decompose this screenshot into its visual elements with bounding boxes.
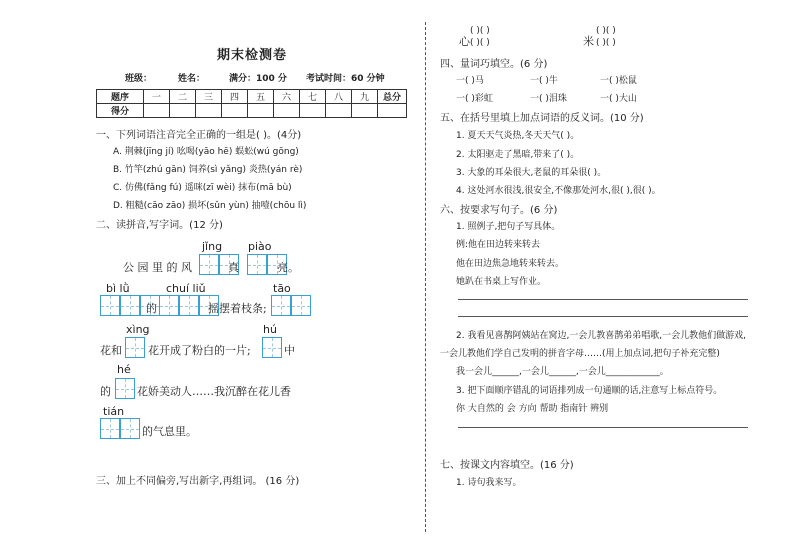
antonym-sentence[interactable]: 4. 这处河水很浅,很安全,不像那处河水,很( ),很( )。: [456, 186, 661, 196]
score-cell[interactable]: [222, 104, 248, 118]
score-cell[interactable]: [300, 104, 326, 118]
measure-word-item[interactable]: 一( )泪珠: [530, 94, 567, 104]
q2-text: 真: [228, 261, 239, 274]
score-input-row: [97, 104, 407, 118]
measure-word-item[interactable]: 一( )大山: [600, 94, 637, 104]
measure-word-item[interactable]: 一( )松鼠: [600, 76, 637, 86]
char-box[interactable]: [159, 295, 179, 316]
q2-text: 的: [100, 385, 111, 398]
q6-item-1: 1. 照例子,把句子写具体。: [456, 222, 561, 232]
pinyin-hu: hú: [263, 323, 277, 336]
score-cell[interactable]: [144, 104, 170, 118]
pinyin-xing: xìng: [126, 323, 150, 336]
q1-option-b[interactable]: B. 竹竿(zhú gān) 饲养(sì yǎng) 炎热(yán rè): [113, 165, 303, 175]
char-box[interactable]: [120, 418, 140, 439]
score-header-cell: 五: [248, 90, 274, 104]
score-cell[interactable]: [326, 104, 352, 118]
q1-heading: 一、下列词语注音完全正确的一组是( )。(4分): [96, 130, 302, 141]
pinyin-piao: piào: [248, 240, 272, 253]
q2-heading: 二、读拼音,写字词。(12 分): [96, 220, 223, 231]
column-divider: [425, 22, 426, 532]
char-box[interactable]: [120, 295, 140, 316]
score-row-label: 得分: [97, 104, 144, 118]
name-field-label: 姓名：: [178, 74, 206, 84]
q1-option-a[interactable]: A. 荆棘(jīng jí) 吆喝(yāo hē) 蜈蚣(wú gōng): [113, 147, 299, 157]
score-header-cell: 三: [196, 90, 222, 104]
q6-example: 他在田边焦急地转来转去。: [456, 259, 565, 269]
char-box[interactable]: [115, 378, 135, 399]
q6-question: 她趴在书桌上写作业。: [456, 277, 547, 287]
score-cell[interactable]: [170, 104, 196, 118]
blank-parens[interactable]: ( )( ): [470, 38, 490, 48]
pinyin-tao: tāo: [273, 282, 291, 295]
char-box[interactable]: [125, 337, 145, 358]
q5-heading: 五、在括号里填上加点词语的反义词。(10 分): [440, 113, 644, 124]
score-header-cell: 七: [300, 90, 326, 104]
pinyin-chuiliu: chuí liǔ: [166, 282, 206, 295]
q2-text: 的: [146, 302, 157, 315]
q2-text: 亮。: [277, 261, 299, 274]
q6-item-3-words: 你 大自然的 会 方向 帮助 指南针 辨别: [456, 404, 609, 414]
q6-item-2-cont: 一会儿教他们学自己发明的拼音字母……(用上加点词,把句子补充完整): [440, 349, 720, 359]
answer-line[interactable]: [458, 316, 748, 317]
pinyin-tian: tián: [103, 405, 125, 418]
q1-option-d[interactable]: D. 粗糙(cāo zāo) 损坏(sǔn yùn) 抽噎(chōu lì): [113, 201, 307, 211]
char-box[interactable]: [100, 418, 120, 439]
score-table: [96, 89, 407, 118]
q6-item-3: 3. 把下面顺序错乱的词语排列成一句通顺的话,注意写上标点符号。: [456, 386, 723, 396]
char-box[interactable]: [291, 295, 311, 316]
q3-heading: 三、加上不同偏旁,写出新字,再组词。 (16 分): [96, 476, 300, 487]
radical-mi: 米: [583, 35, 594, 48]
score-header-cell: 总分: [378, 90, 407, 104]
blank-parens[interactable]: ( )( ): [596, 38, 616, 48]
q2-text: 中: [284, 344, 295, 357]
q7-heading: 七、按课文内容填空。(16 分): [440, 460, 574, 471]
score-header-cell: 四: [222, 90, 248, 104]
char-box[interactable]: [100, 295, 120, 316]
measure-word-item[interactable]: 一( )马: [456, 76, 484, 86]
q4-heading: 四、量词巧填空。(6 分): [440, 59, 548, 70]
score-cell[interactable]: [196, 104, 222, 118]
full-score-label: 满分：100 分: [229, 74, 287, 84]
score-header-cell: 八: [326, 90, 352, 104]
q6-item-2-fill[interactable]: 我一会儿______,一会儿______,一会儿____________。: [456, 367, 669, 377]
q2-text: 花开成了粉白的一片;: [148, 344, 251, 357]
char-box[interactable]: [262, 337, 282, 358]
q1-option-c[interactable]: C. 仿佛(fǎng fú) 遥咪(zī wèi) 抹布(mā bù): [113, 183, 292, 193]
score-cell[interactable]: [352, 104, 378, 118]
score-cell[interactable]: [378, 104, 407, 118]
char-box[interactable]: [271, 295, 291, 316]
page-title: 期末检测卷: [217, 48, 288, 63]
score-header-cell: 一: [144, 90, 170, 104]
q7-item-1: 1. 诗句我来写。: [456, 478, 522, 488]
antonym-sentence[interactable]: 1. 夏天天气炎热,冬天天气( )。: [456, 131, 580, 141]
antonym-sentence[interactable]: 2. 太阳驱走了黑暗,带来了( )。: [456, 150, 580, 160]
score-header-cell: 二: [170, 90, 196, 104]
answer-line[interactable]: [458, 299, 748, 300]
score-header-cell: 六: [274, 90, 300, 104]
blank-parens[interactable]: ( )( ): [470, 26, 490, 36]
score-cell[interactable]: [248, 104, 274, 118]
measure-word-item[interactable]: 一( )彩虹: [456, 94, 493, 104]
measure-word-item[interactable]: 一( )牛: [530, 76, 558, 86]
char-box[interactable]: [179, 295, 199, 316]
q2-text: 花娇美动人……我沉醉在花儿香: [137, 385, 291, 398]
q6-heading: 六、按要求写句子。(6 分): [440, 205, 558, 216]
char-box[interactable]: [247, 254, 267, 275]
score-cell[interactable]: [274, 104, 300, 118]
pinyin-jing: jǐng: [202, 240, 223, 253]
score-header-cell: 九: [352, 90, 378, 104]
exam-time-label: 考试时间：60 分钟: [306, 74, 385, 84]
pinyin-he: hé: [117, 363, 131, 376]
q2-text: 摇摆着枝条;: [208, 302, 267, 315]
score-header-cell: 题序: [97, 90, 144, 104]
q6-example-label: 例:他在田边转来转去: [456, 240, 541, 250]
pinyin-bilu: bì lǜ: [106, 282, 130, 295]
antonym-sentence[interactable]: 3. 大象的耳朵很大,老鼠的耳朵很( )。: [456, 168, 607, 178]
radical-xin: 心: [459, 35, 470, 48]
char-box[interactable]: [199, 254, 219, 275]
q6-item-2: 2. 我看见喜鹊阿姨站在窝边,一会儿教喜鹊弟弟唱歌,一会儿教他们做游戏,: [456, 331, 747, 341]
blank-parens[interactable]: ( )( ): [596, 26, 616, 36]
q2-text: 花和: [100, 344, 122, 357]
answer-line[interactable]: [458, 427, 748, 428]
q2-text: 的气息里。: [142, 425, 197, 438]
score-header-row: [97, 90, 407, 104]
q2-text: 公 园 里 的 风: [123, 261, 192, 274]
class-field-label: 班级：: [125, 74, 153, 84]
